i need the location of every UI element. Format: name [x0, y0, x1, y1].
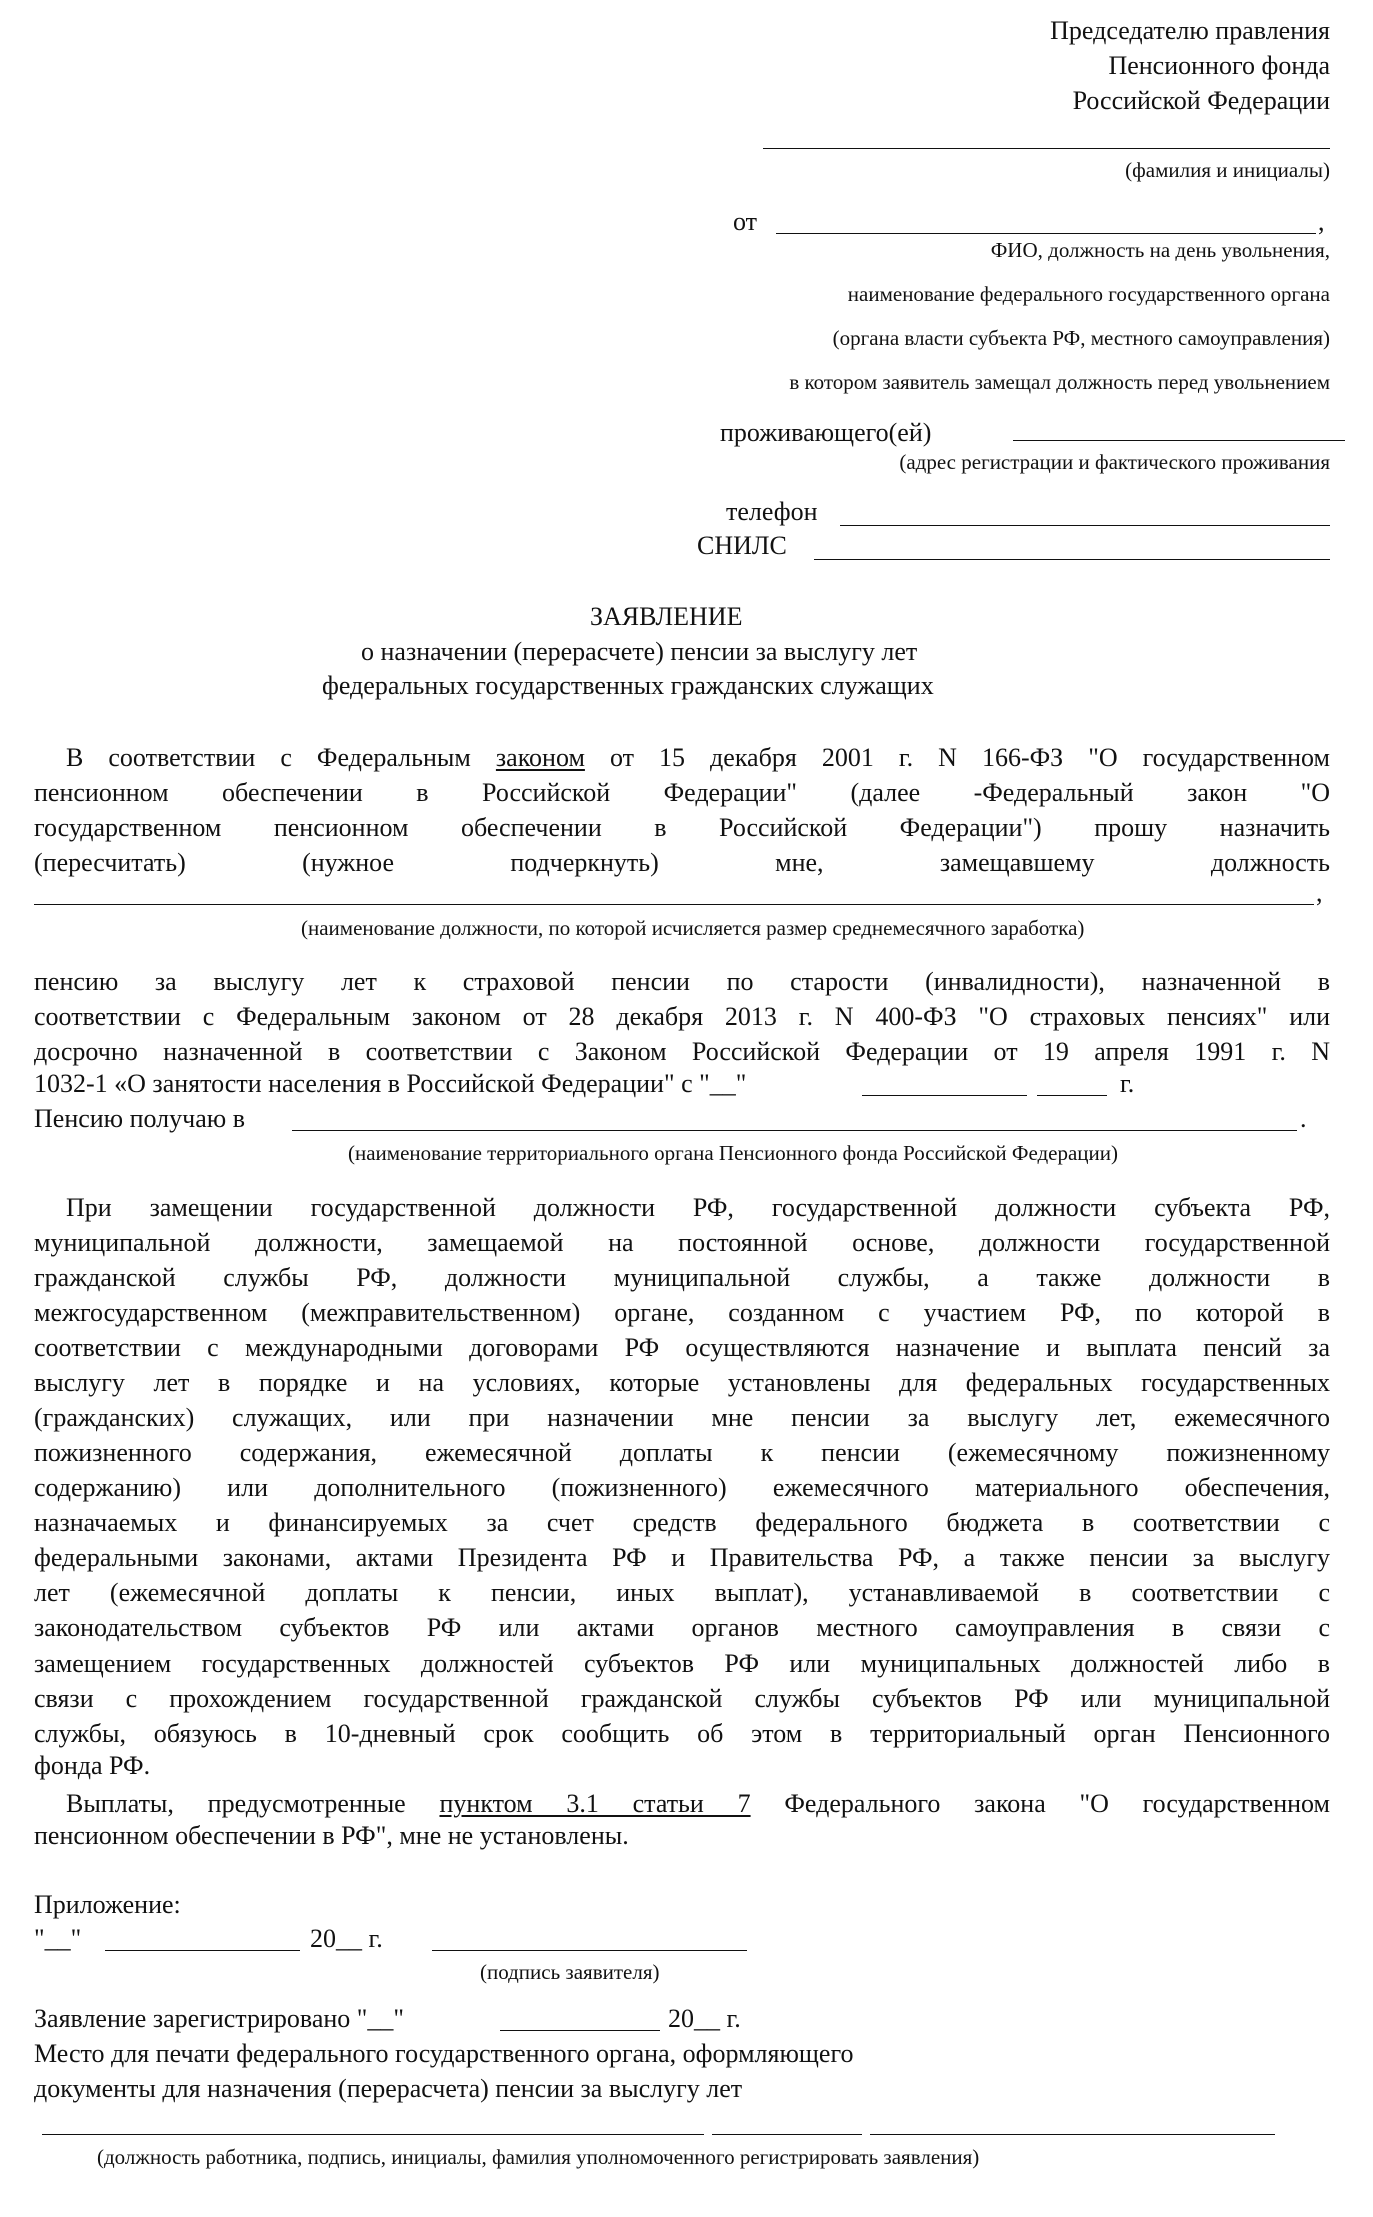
- document-title: ЗАЯВЛЕНИЕ: [590, 602, 743, 631]
- pension-office-line[interactable]: [292, 1130, 1297, 1131]
- stamp-line-2: документы для назначения (перерасчета) пенсии за выслугу лет: [34, 2074, 743, 2103]
- phone-label: телефон: [726, 497, 818, 526]
- registered-month-line[interactable]: [500, 2030, 660, 2031]
- attachment-label: Приложение:: [34, 1890, 181, 1919]
- obligation-line: федеральными законами, актами Президента РФ и Правительства РФ, а также пенсии за выслугу: [34, 1543, 1330, 1573]
- date-year: 20__ г.: [310, 1924, 383, 1953]
- pension-line-4: 1032-1 «О занятости населения в Российской Федерации" с "__": [34, 1069, 747, 1098]
- addressee-name-line[interactable]: [763, 148, 1330, 149]
- registered-label: Заявление зарегистрировано "__": [34, 2004, 405, 2033]
- law-link[interactable]: законом: [495, 743, 585, 772]
- pension-line-2: соответствии с Федеральным законом от 28 декабря 2013 г. N 400-ФЗ "О страховых пенсиях" или: [34, 1002, 1330, 1031]
- from-field-line[interactable]: [776, 233, 1316, 234]
- addressee-line-3: Российской Федерации: [1072, 86, 1330, 115]
- obligation-line: связи с прохождением государственной гражданской службы субъектов РФ или муниципальной: [34, 1683, 1330, 1713]
- intro-line-4: (пересчитать) (нужное подчеркнуть) мне, замещавшему должность: [34, 848, 1330, 877]
- obligation-last-line: фонда РФ.: [34, 1751, 151, 1780]
- article-link[interactable]: пунктом 3.1 статьи 7: [439, 1789, 751, 1818]
- obligation-line: межгосударственном (межправительственном) органе, созданном с участием РФ, по которой в: [34, 1298, 1330, 1328]
- pension-received-label: Пенсию получаю в: [34, 1104, 245, 1133]
- from-label: от: [733, 207, 758, 236]
- phone-field-line[interactable]: [840, 525, 1330, 526]
- official-caption: (должность работника, подпись, инициалы, фамилия уполномоченного регистрировать заявления): [97, 2145, 980, 2169]
- intro-line-1-a: В соответствии с Федеральным: [66, 743, 471, 772]
- snils-field-line[interactable]: [814, 559, 1330, 560]
- registered-year: 20__ г.: [668, 2004, 741, 2033]
- obligation-line: соответствии с международными договорами РФ осуществляются назначение и выплата пенсий за: [34, 1333, 1330, 1363]
- residing-caption: (адрес регистрации и фактического проживания: [899, 450, 1330, 474]
- pension-year-line[interactable]: [1037, 1095, 1107, 1096]
- obligation-line: законодательством субъектов РФ или актами органов местного самоуправления в связи с: [34, 1613, 1330, 1643]
- obligation-line: При замещении государственной должности РФ, государственной должности субъекта РФ,: [66, 1193, 1330, 1222]
- payments-line-1-a: Выплаты, предусмотренные: [66, 1789, 406, 1818]
- signature-caption: (подпись заявителя): [480, 1960, 660, 1984]
- obligation-line: гражданской службы РФ, должности муниципальной службы, а также должности в: [34, 1263, 1330, 1293]
- residing-label: проживающего(ей): [720, 418, 932, 447]
- pension-office-caption: (наименование территориального органа Пенсионного фонда Российской Федерации): [348, 1141, 1119, 1165]
- official-position-line[interactable]: [42, 2134, 704, 2135]
- stamp-line-1: Место для печати федерального государственного органа, оформляющего: [34, 2039, 854, 2068]
- pension-line-3: досрочно назначенной в соответствии с Законом Российской Федерации от 19 апреля 1991 г. N: [34, 1037, 1330, 1066]
- intro-line-1-c: от 15 декабря 2001 г. N 166-ФЗ "О государственном: [609, 743, 1330, 772]
- date-open: "__": [34, 1924, 82, 1953]
- intro-line-5-trail: ,: [1316, 878, 1323, 907]
- title-subline-2: федеральных государственных гражданских служащих: [322, 671, 934, 700]
- payments-line-1: [34, 1786, 1330, 1822]
- position-caption: (наименование должности, по которой исчисляется размер среднемесячного заработка): [301, 916, 1085, 940]
- sender-caption-2: наименование федерального государственного органа: [847, 282, 1330, 306]
- pension-line-1: пенсию за выслугу лет к страховой пенсии по старости (инвалидности), назначенной в: [34, 967, 1330, 996]
- payments-line-1-c: Федерального закона "О государственном: [784, 1789, 1330, 1818]
- addressee-line-2: Пенсионного фонда: [1108, 51, 1330, 80]
- residing-field-line[interactable]: [1013, 440, 1345, 441]
- position-field-line[interactable]: [34, 904, 1314, 905]
- obligation-line: содержанию) или дополнительного (пожизненного) ежемесячного материального обеспечения,: [34, 1473, 1330, 1503]
- pension-received-trail: .: [1300, 1104, 1307, 1133]
- payments-line-2: пенсионном обеспечении в РФ", мне не установлены.: [34, 1821, 629, 1850]
- obligation-line: (гражданских) служащих, или при назначении мне пенсии за выслугу лет, ежемесячного: [34, 1403, 1330, 1433]
- pension-line-4-end: г.: [1120, 1069, 1135, 1098]
- intro-line-2: пенсионном обеспечении в Российской Федерации" (далее -Федеральный закон "О: [34, 778, 1330, 807]
- date-month-line[interactable]: [105, 1950, 300, 1951]
- sender-caption-3: (органа власти субъекта РФ, местного самоуправления): [832, 326, 1330, 350]
- addressee-line-1: Председателю правления: [1050, 16, 1330, 45]
- obligation-line: выслугу лет в порядке и на условиях, которые установлены для федеральных государственных: [34, 1368, 1330, 1398]
- obligation-line: службы, обязуюсь в 10-дневный срок сообщить об этом в территориальный орган Пенсионного: [34, 1718, 1330, 1748]
- intro-line-3: государственном пенсионном обеспечении в Российской Федерации") прошу назначить: [34, 813, 1330, 842]
- signature-line[interactable]: [432, 1950, 747, 1951]
- obligation-line: пожизненного содержания, ежемесячной доплаты к пенсии (ежемесячному пожизненному: [34, 1438, 1330, 1468]
- official-name-line[interactable]: [870, 2134, 1275, 2135]
- pension-month-line[interactable]: [862, 1095, 1027, 1096]
- addressee-caption: (фамилия и инициалы): [1125, 158, 1330, 182]
- obligation-line: лет (ежемесячной доплаты к пенсии, иных выплат), устанавливаемой в соответствии с: [34, 1578, 1330, 1608]
- from-trail: ,: [1318, 207, 1325, 236]
- title-subline-1: о назначении (перерасчете) пенсии за выслугу лет: [361, 637, 918, 666]
- official-signature-line[interactable]: [712, 2134, 862, 2135]
- obligation-line: назначаемых и финансируемых за счет средств федерального бюджета в соответствии с: [34, 1508, 1330, 1538]
- snils-label: СНИЛС: [697, 531, 787, 560]
- intro-line-1: [34, 740, 1330, 776]
- sender-caption-4: в котором заявитель замещал должность перед увольнением: [789, 370, 1330, 394]
- sender-caption-1: ФИО, должность на день увольнения,: [990, 238, 1330, 262]
- obligation-line: муниципальной должности, замещаемой на постоянной основе, должности государственной: [34, 1228, 1330, 1258]
- obligation-line: замещением государственных должностей субъектов РФ или муниципальных должностей либо в: [34, 1648, 1330, 1678]
